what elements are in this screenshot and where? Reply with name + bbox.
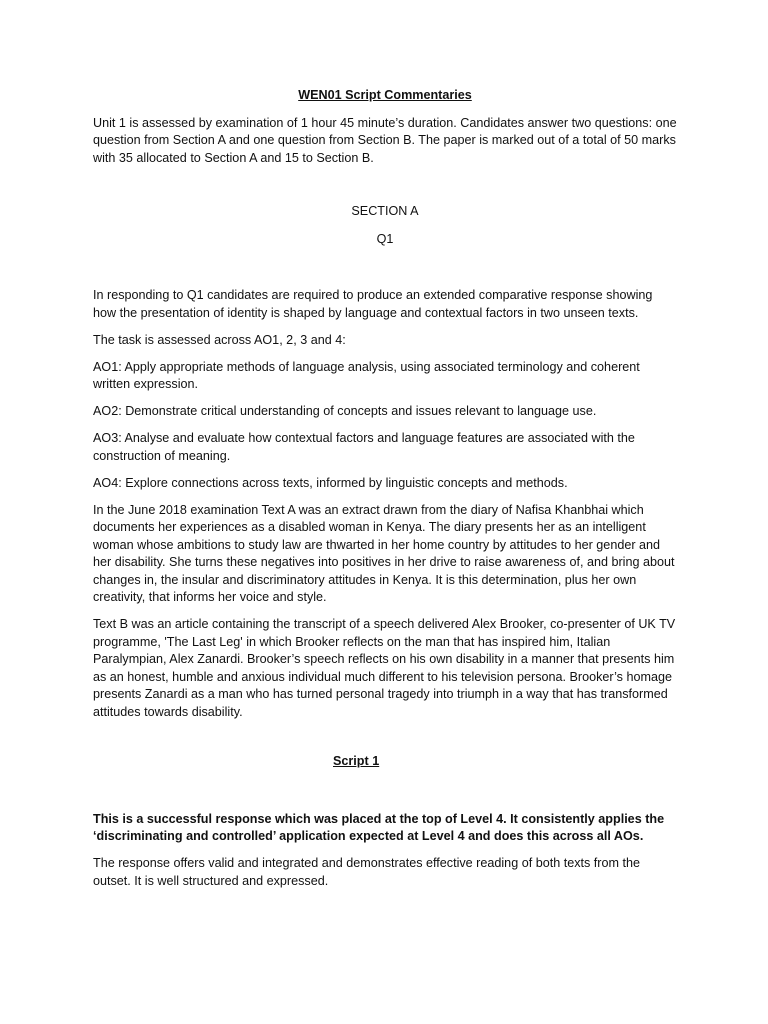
- script-summary: This is a successful response which was placed at the top of Level 4. It consistently applies the ‘discriminating and controlled’ application expected at Level 4 and does this across all AOs.: [93, 811, 665, 843]
- text-b-paragraph: Text B was an article containing the transcript of a speech delivered Alex Brooker, co-presenter of UK TV programme, 'The Last Leg' in which Brooker reflects on the man that has inspired him, Italian Paralympian, Alex Zanardi. Brooker’s speech reflects on his own disability in a manner that presents him as an honest, humble and anxious individual much different to his television persona. Brooker’s homage presents Zanardi as a man who has turned personal tragedy into triumph in a way that has transformed attitudes towards disability.: [93, 617, 676, 719]
- ao-intro: The task is assessed across AO1, 2, 3 and 4:: [93, 332, 346, 347]
- script-comment: The response offers valid and integrated and demonstrates effective reading of both texts from the outset. It is well structured and expressed.: [93, 856, 640, 888]
- document-title: WEN01 Script Commentaries: [298, 88, 472, 102]
- script-heading: Script 1: [333, 754, 380, 768]
- text-a-paragraph: In the June 2018 examination Text A was an extract drawn from the diary of Nafisa Khanbhai which documents her experiences as a disabled woman in Kenya. The diary presents her as an intelligent woman whose ambitions to study law are thwarted in her home country by attitudes to her gender and her disability. She turns these negatives into positives in her drive to raise awareness of, and bring about changes in, the insular and discriminatory attitudes in Kenya. It is this determination, plus her own creativity, that informs her voice and style.: [93, 502, 675, 604]
- ao4-item: AO4: Explore connections across texts, informed by linguistic concepts and methods.: [93, 475, 568, 490]
- ao3-item: AO3: Analyse and evaluate how contextual factors and language features are associated with the construction of meaning.: [93, 431, 635, 463]
- ao1-item: AO1: Apply appropriate methods of language analysis, using associated terminology and coherent written expression.: [93, 359, 640, 391]
- section-heading: SECTION A: [351, 204, 419, 218]
- ao2-item: AO2: Demonstrate critical understanding of concepts and issues relevant to language use.: [93, 404, 597, 418]
- document-page: [93, 87, 677, 900]
- intro-paragraph: Unit 1 is assessed by examination of 1 hour 45 minute’s duration. Candidates answer two questions: one question from Section A and one question from Section B. The paper is marked out of a total of 50 marks with 35 allocated to Section A and 15 to Section B.: [93, 115, 677, 165]
- q1-description: In responding to Q1 candidates are required to produce an extended comparative response showing how the presentation of identity is shaped by language and contextual factors in two unseen texts.: [93, 288, 653, 320]
- question-heading: Q1: [376, 231, 394, 246]
